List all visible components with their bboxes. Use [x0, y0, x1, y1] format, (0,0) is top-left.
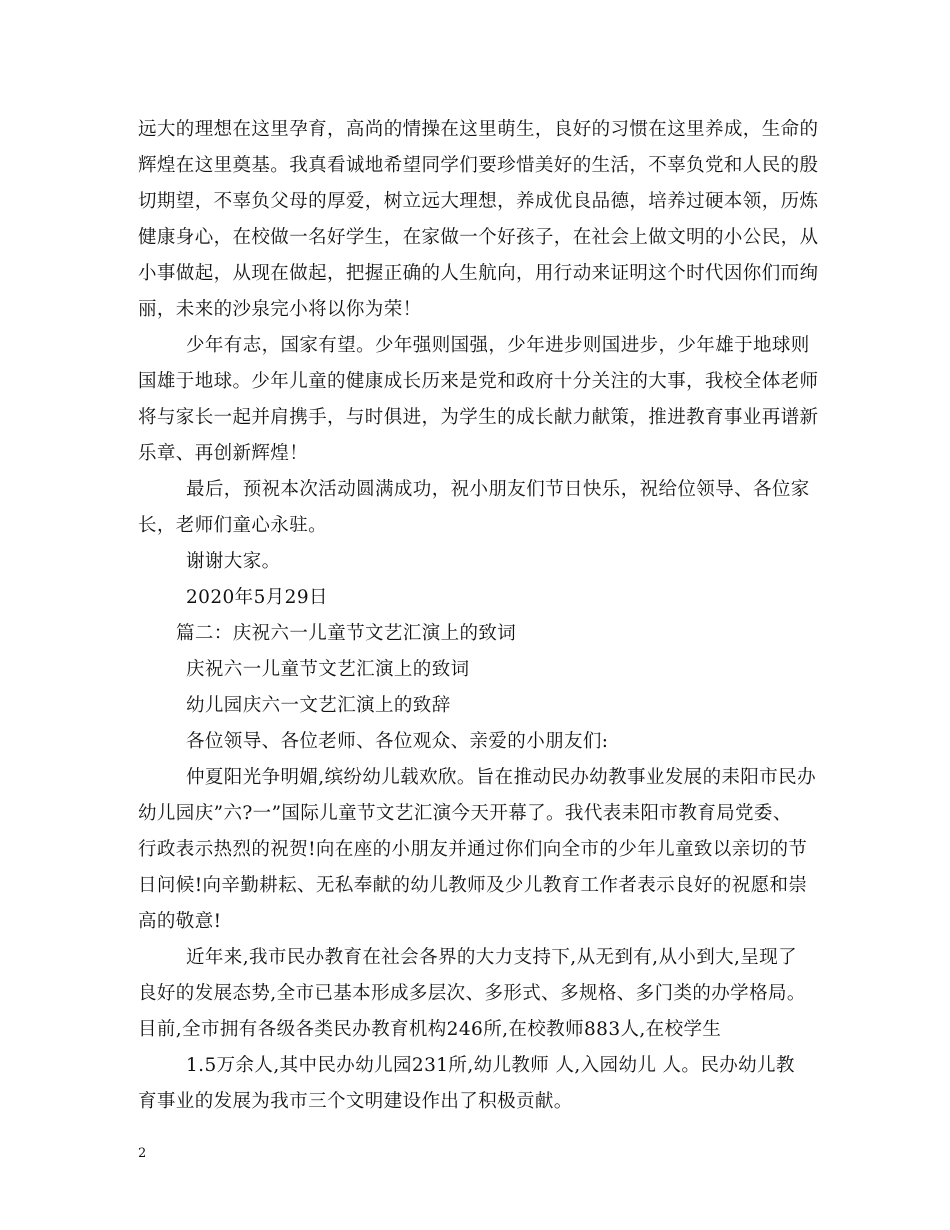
- section-title: 庆祝六一儿童节文艺汇演上的致词: [186, 659, 470, 680]
- paragraph-first-line: 近年来,我市民办教育在社会各界的大力支持下,从无到有,从小到大,呈现了: [186, 947, 798, 968]
- body-text-line: 小事做起，从现在做起，把握正确的人生航向，用行动来证明这个时代因你们而绚: [138, 263, 819, 284]
- body-text-line: 日问候!向辛勤耕耘、无私奉献的幼儿教师及少儿教育工作者表示良好的祝愿和崇: [138, 875, 808, 896]
- body-text-line: 育事业的发展为我市三个文明建设作出了积极贡献。: [138, 1091, 573, 1112]
- paragraph-first-line: 仲夏阳光争明媚,缤纷幼儿载欢欣。旨在推动民办幼教事业发展的耒阳市民办: [186, 767, 816, 788]
- body-text-line: 健康身心，在校做一名好学生，在家做一个好孩子，在社会上做文明的小公民，从: [138, 227, 819, 248]
- body-text-line: 1.5万余人,其中民办幼儿园231所,幼儿教师 人,入园幼儿 人。民办幼儿教: [186, 1055, 795, 1076]
- section-subtitle: 幼儿园庆六一文艺汇演上的致辞: [186, 695, 451, 716]
- salutation: 各位领导、各位老师、各位观众、亲爱的小朋友们:: [186, 731, 609, 752]
- date-line: 2020年5月29日: [186, 587, 328, 608]
- body-text-line: 丽，未来的沙泉完小将以你为荣！: [138, 299, 422, 320]
- page-number: 2: [138, 1146, 147, 1161]
- paragraph-first-line: 最后，预祝本次活动圆满成功，祝小朋友们节日快乐，祝给位领导、各位家: [186, 479, 810, 500]
- body-text-line: 远大的理想在这里孕育，高尚的情操在这里萌生，良好的习惯在这里养成，生命的: [138, 119, 819, 140]
- body-text-line: 目前,全市拥有各级各类民办教育机构246所,在校教师883人,在校学生: [138, 1019, 722, 1040]
- body-text-line: 长，老师们童心永驻。: [138, 515, 328, 536]
- body-text-line: 辉煌在这里奠基。我真看诚地希望同学们要珍惜美好的生活，不辜负党和人民的殷: [138, 155, 819, 176]
- body-text-line: 良好的发展态势,全市已基本形成多层次、多形式、多规格、多门类的办学格局。: [138, 983, 806, 1004]
- body-text-line: 行政表示热烈的祝贺!向在座的小朋友并通过你们向全市的少年儿童致以亲切的节: [138, 839, 808, 860]
- body-text-line: 切期望，不辜负父母的厚爱，树立远大理想，养成优良品德，培养过硬本领，历炼: [138, 191, 819, 212]
- body-text-line: 将与家长一起并肩携手，与时俱进，为学生的成长献力献策，推进教育事业再谱新: [138, 407, 819, 428]
- body-text-line: 幼儿园庆”六?一”国际儿童节文艺汇演今天开幕了。我代表耒阳市教育局党委、: [138, 803, 792, 824]
- chapter-heading: 篇二：庆祝六一儿童节文艺汇演上的致词: [176, 623, 517, 644]
- body-text-line: 国雄于地球。少年儿童的健康成长历来是党和政府十分关注的大事，我校全体老师: [138, 371, 819, 392]
- body-text-line: 高的敬意!: [138, 911, 222, 932]
- closing-thanks: 谢谢大家。: [186, 551, 281, 572]
- body-text-line: 乐章、再创新辉煌！: [138, 443, 309, 464]
- paragraph-first-line: 少年有志，国家有望。少年强则国强，少年进步则国进步，少年雄于地球则: [186, 335, 810, 356]
